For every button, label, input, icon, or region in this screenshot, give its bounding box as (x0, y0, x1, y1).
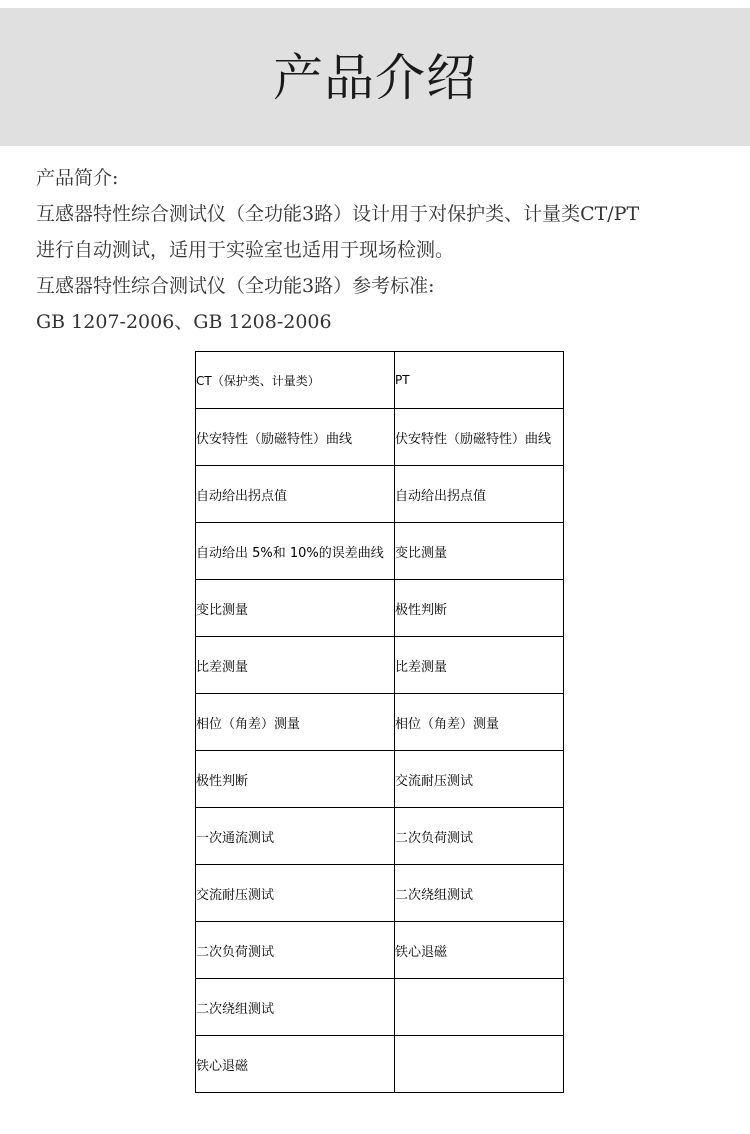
intro-description-line-2: 进行自动测试，适用于实验室也适用于现场检测。 (36, 239, 455, 261)
table-row (196, 865, 564, 922)
intro-description-line-1: 互感器特性综合测试仪（全功能3路）设计用于对保护类、计量类CT/PT (36, 203, 640, 225)
table-header-row (196, 352, 564, 409)
pt-cell: 极性判断 (395, 580, 564, 637)
ct-cell: 铁心退磁 (196, 1036, 395, 1093)
ct-cell: 相位（角差）测量 (196, 694, 395, 751)
pt-cell (395, 1036, 564, 1093)
header-pt: PT (395, 352, 564, 409)
table-row (196, 1036, 564, 1093)
ct-cell: 极性判断 (196, 751, 395, 808)
table-row (196, 808, 564, 865)
table-row (196, 694, 564, 751)
ct-cell: 二次绕组测试 (196, 979, 395, 1036)
page-title: 产品介绍 (273, 49, 477, 107)
table-row (196, 580, 564, 637)
table-row (196, 751, 564, 808)
ct-cell: 伏安特性（励磁特性）曲线 (196, 409, 395, 466)
header-ct: CT（保护类、计量类） (196, 352, 395, 409)
table-row (196, 409, 564, 466)
feature-table (195, 351, 564, 1093)
pt-cell: 二次绕组测试 (395, 865, 564, 922)
ct-cell: 一次通流测试 (196, 808, 395, 865)
pt-cell: 二次负荷测试 (395, 808, 564, 865)
pt-cell: 交流耐压测试 (395, 751, 564, 808)
pt-cell: 自动给出拐点值 (395, 466, 564, 523)
ct-cell: 变比测量 (196, 580, 395, 637)
table-row (196, 523, 564, 580)
product-intro (36, 160, 726, 340)
table-row (196, 922, 564, 979)
ct-cell: 自动给出 5%和 10%的误差曲线 (196, 523, 395, 580)
pt-cell: 伏安特性（励磁特性）曲线 (395, 409, 564, 466)
pt-cell: 相位（角差）测量 (395, 694, 564, 751)
ct-cell: 二次负荷测试 (196, 922, 395, 979)
ct-cell: 交流耐压测试 (196, 865, 395, 922)
table-row (196, 979, 564, 1036)
table-row (196, 637, 564, 694)
pt-cell: 变比测量 (395, 523, 564, 580)
pt-cell: 比差测量 (395, 637, 564, 694)
ct-cell: 自动给出拐点值 (196, 466, 395, 523)
intro-standard-heading: 互感器特性综合测试仪（全功能3路）参考标准: (36, 275, 435, 297)
table-row (196, 466, 564, 523)
pt-cell (395, 979, 564, 1036)
pt-cell: 铁心退磁 (395, 922, 564, 979)
header-band (0, 8, 750, 146)
intro-standard-codes: GB 1207-2006、GB 1208-2006 (36, 311, 332, 333)
ct-cell: 比差测量 (196, 637, 395, 694)
intro-heading: 产品简介: (36, 167, 119, 189)
